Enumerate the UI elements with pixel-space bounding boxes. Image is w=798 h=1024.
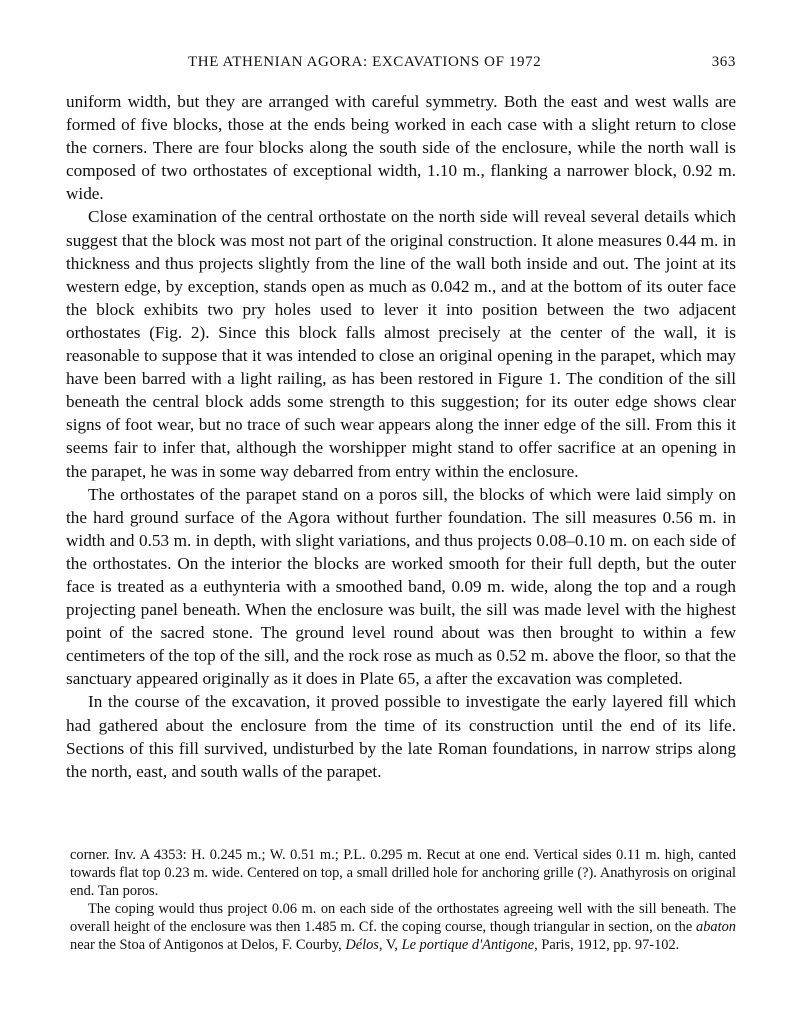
body-text — [66, 90, 736, 783]
page-number: 363 — [711, 54, 736, 70]
running-head — [66, 54, 736, 76]
paragraph-4: In the course of the excavation, it proved possible to investigate the early layered fill which had gathered about the enclosure from the time of its construction until the end of its life. Sections of this fill survived, undisturbed by the late Roman foundations, in narrow strips along the north, east, and south walls of the parapet. — [66, 692, 736, 781]
footnote-volume: V, — [382, 937, 402, 954]
footnote-coping — [70, 900, 736, 954]
paragraph-2: Close examination of the central orthostate on the north side will reveal several details which suggest that the block was most not part of the original construction. It alone measures 0.44 m. in thickness and thus projects slightly from the line of the wall both inside and out. The joint at its western edge, by exception, stands open as much as 0.042 m., and at the bottom of its outer face the block exhibits two pry holes used to lever it into position between the two adjacent orthostates (Fig. 2). Since this block falls almost precisely at the center of the wall, it is reasonable to suppose that it was intended to close an original opening in the parapet, which may have been barred with a light railing, as has been restored in Figure 1. The condition of the sill beneath the central block adds some strength to this suggestion; for its outer edge shows clear signs of foot wear, but no trace of such wear appears along the inner edge of the sill. From this it seems fair to infer that, although the worshipper might stand to offer sacrifice at an opening in the parapet, he was in some way debarred from entry within the enclosure. — [66, 207, 736, 481]
footnote-continuation: corner. Inv. A 4353: H. 0.245 m.; W. 0.51 m.; P.L. 0.295 m. Recut at one end. Vertical sides 0.11 m. high, canted towards flat top 0.23 m. wide. Centered on top, a small drilled hole for anchoring grille (?). Anathyrosis on original end. Tan poros. — [70, 847, 736, 900]
footnote-coping-mid: near the Stoa of Antigonos at Delos, F. Courby, — [70, 937, 346, 954]
footnote-coping-text: The coping would thus project 0.06 m. on each side of the orthostates agreeing well with the sill beneath. The overall height of the enclosure was then 1.485 m. Cf. the coping course, though triangular in section, on the — [70, 901, 736, 936]
footnote-abaton: abaton — [696, 919, 736, 936]
paragraph-3: The orthostates of the parapet stand on a poros sill, the blocks of which were laid simply on the hard ground surface of the Agora without further foundation. The sill measures 0.56 m. in width and 0.53 m. in depth, with slight variations, and thus projects 0.08–0.10 m. on each side of the orthostates. On the interior the blocks are worked smooth for their full depth, but the outer face is treated as a euthynteria with a smoothed band, 0.09 m. wide, along the top and a rough projecting panel beneath. When the enclosure was built, the sill was made level with the highest point of the sacred stone. The ground level round about was then brought to within a few centimeters of the top of the sill, and the rock rose as much as 0.52 m. above the floor, so that the sanctuary appeared originally as it does in Plate 65, a after the excavation was completed. — [66, 484, 736, 689]
footnote-delos: Délos, — [345, 937, 383, 954]
footnotes — [70, 846, 736, 955]
paragraph-1: uniform width, but they are arranged with careful symmetry. Both the east and west walls are formed of five blocks, those at the ends being worked in each case with a slight return to close the corners. There are four blocks along the south side of the enclosure, while the north wall is composed of two orthostates of exceptional width, 1.10 m., flanking a narrower block, 0.92 m. wide. — [66, 92, 736, 204]
footnote-citation-end: , Paris, 1912, pp. 97-102. — [534, 937, 680, 954]
running-title: THE ATHENIAN AGORA: EXCAVATIONS OF 1972 — [188, 54, 542, 70]
footnote-work-title: Le portique d'Antigone — [401, 937, 535, 954]
